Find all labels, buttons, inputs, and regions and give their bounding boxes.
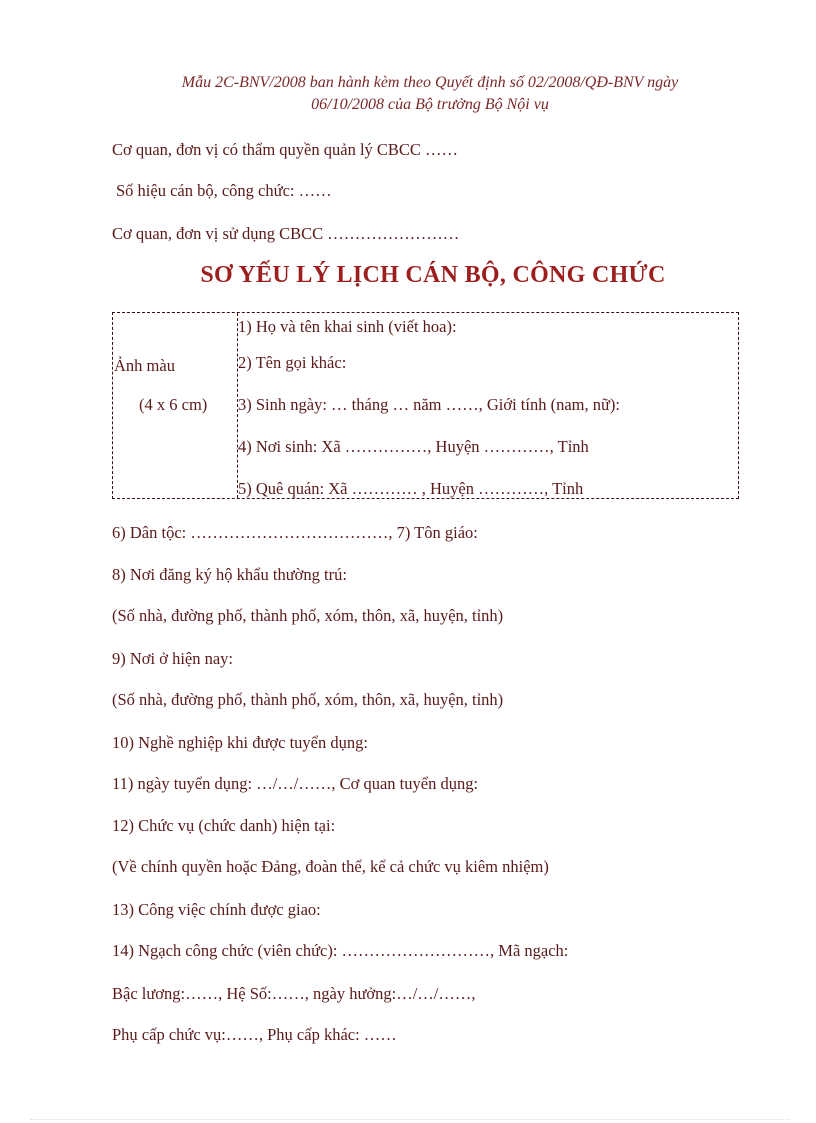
form-header-note (100, 72, 760, 116)
field-main-duties: 13) Công việc chính được giao: (112, 900, 321, 919)
field-hometown: 5) Quê quán: Xã ………… , Huyện …………, Tỉnh (238, 479, 584, 498)
field-ethnicity-religion: 6) Dân tộc: ………………………………, 7) Tôn giáo: (112, 523, 478, 542)
photo-size: (4 x 6 cm) (139, 395, 208, 414)
officer-number-line: Số hiệu cán bộ, công chức: …… (116, 181, 332, 200)
field-current-position: 12) Chức vụ (chức danh) hiện tại: (112, 816, 336, 835)
field-registered-residence-hint: (Số nhà, đường phố, thành phố, xóm, thôn, xã, huyện, tỉnh) (112, 606, 504, 625)
field-registered-residence: 8) Nơi đăng ký hộ khẩu thường trú: (112, 565, 347, 584)
field-salary-grade: Bậc lương:……, Hệ Số:……, ngày hưởng:…/…/……, (112, 984, 476, 1003)
managing-agency-line: Cơ quan, đơn vị có thẩm quyền quản lý CBCC …… (112, 140, 459, 159)
field-allowances: Phụ cấp chức vụ:……, Phụ cấp khác: …… (112, 1025, 397, 1044)
photo-label: Ảnh màu (114, 356, 175, 375)
personal-info-box (112, 312, 739, 499)
header-note-line-2: 06/10/2008 của Bộ trưởng Bộ Nội vụ (311, 96, 549, 113)
field-current-residence: 9) Nơi ở hiện nay: (112, 649, 234, 668)
field-civil-service-rank: 14) Ngạch công chức (viên chức): ………………………, Mã ngạch: (112, 941, 569, 960)
using-agency-line: Cơ quan, đơn vị sử dụng CBCC …………………… (112, 224, 460, 243)
photo-placeholder (113, 313, 238, 498)
field-current-position-hint: (Về chính quyền hoặc Đảng, đoàn thể, kể cả chức vụ kiêm nhiệm) (112, 857, 549, 876)
field-occupation-at-recruitment: 10) Nghề nghiệp khi được tuyển dụng: (112, 733, 368, 752)
header-note-line-1: Mẫu 2C-BNV/2008 ban hành kèm theo Quyết định số 02/2008/QĐ-BNV ngày (181, 74, 679, 91)
field-other-name: 2) Tên gọi khác: (238, 353, 347, 372)
field-recruitment-date-agency: 11) ngày tuyển dụng: …/…/……, Cơ quan tuyển dụng: (112, 774, 479, 793)
page-bottom-rule (30, 1119, 790, 1120)
field-full-name: 1) Họ và tên khai sinh (viết hoa): (238, 317, 457, 336)
field-current-residence-hint: (Số nhà, đường phố, thành phố, xóm, thôn, xã, huyện, tỉnh) (112, 690, 504, 709)
field-birth-place: 4) Nơi sinh: Xã ……………, Huyện …………, Tỉnh (238, 437, 589, 456)
document-title: SƠ YẾU LÝ LỊCH CÁN BỘ, CÔNG CHỨC (200, 262, 666, 288)
field-birth-date-gender: 3) Sinh ngày: … tháng … năm ……, Giới tính (nam, nữ): (238, 395, 621, 414)
